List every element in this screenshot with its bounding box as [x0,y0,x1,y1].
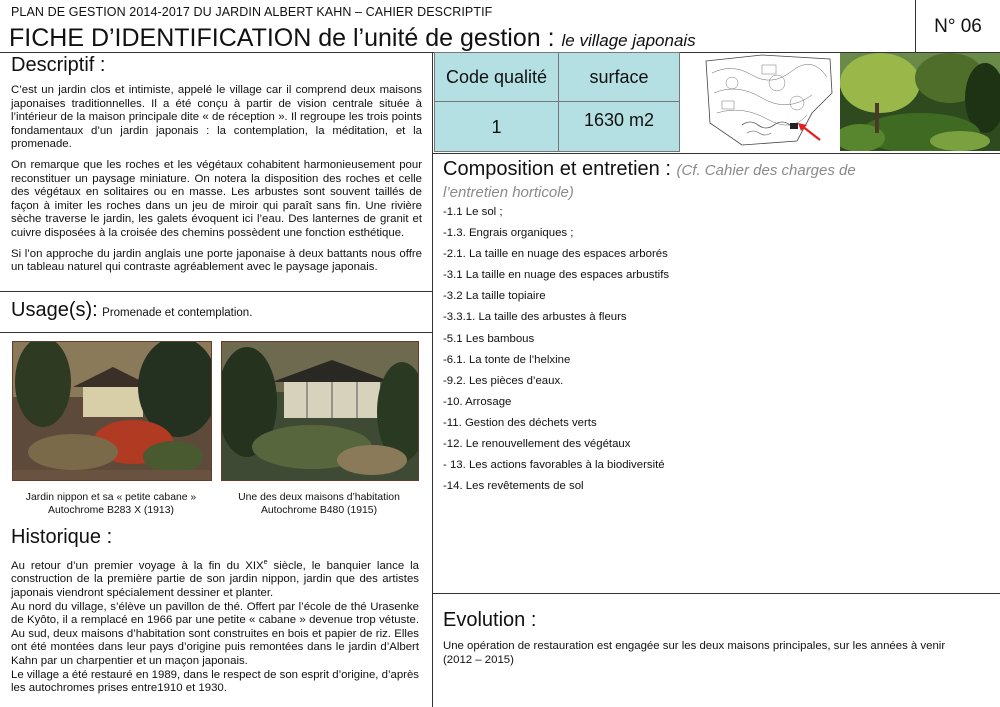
surface-value: 1630 m2 [583,110,655,130]
location-arrow-icon [796,120,822,142]
caption-line: Autochrome B283 X (1913) [48,504,174,516]
code-qualite-header: Code qualité [445,67,548,87]
list-item: -2.1. La taille en nuage des espaces arborés [443,248,668,261]
historique-body [11,556,419,696]
autochrome-photo-maison [221,341,419,481]
list-item: -11. Gestion des déchets verts [443,416,597,429]
sheet-number: N° 06 [915,0,1000,55]
caption-line: Autochrome B480 (1915) [260,504,378,516]
evolution-body: Une opération de restauration est engagée sur les deux maisons principales, sur les années à venir (2012 – 2015) [443,640,946,666]
list-item: -3.1 La taille en nuage des espaces arbustifs [443,269,670,282]
historique-paragraph [11,556,419,601]
historique-title: Historique : [11,526,113,548]
evolution-title: Evolution : [443,609,537,631]
list-item: -3.3.1. La taille des arbustes à fleurs [443,311,627,324]
list-item: -14. Les revêtements de sol [443,480,584,493]
descriptif-divider [0,291,432,292]
descriptif-title: Descriptif : [11,54,106,76]
descriptif-paragraph: On remarque que les roches et les végétaux cohabitent harmonieusement pour reconstituer un paysage miniature. On notera la disposition des roches et celle des végétaux en solitaires ou en masse. Les arbustes sont souvent taillés de façon à imiter les roches dans un jeu de miroir qui paraît sans fin. Une rivière sèche traverse le jardin, les galets évoquent ici l’eau. Des lanternes de granit et cuivre disposées à la croisée des chemins possèdent une fonction esthétique. [11,158,422,239]
page-title [9,24,696,53]
table-divider-h [435,101,679,102]
evolution-divider [432,593,1000,594]
autochrome-photo-cabane [12,341,212,481]
usage-title: Usage(s): [11,299,98,321]
garden-photo [840,53,1000,151]
list-item: -1.1 Le sol ; [443,206,503,218]
usage-row [11,299,252,322]
composition-title [443,158,923,204]
list-item: -12. Le renouvellement des végétaux [443,438,631,451]
top-right-divider [432,153,1000,154]
descriptif-paragraph: Si l’on approche du jardin anglais une porte japonaise à deux battants nous offre un tableau naturel qui contraste agréablement avec le paysage japonais. [11,247,422,274]
historique-sup: e [263,559,268,566]
usage-value: Promenade et contemplation. [102,307,253,319]
photo-caption [214,492,424,517]
surface-header: surface [589,67,649,87]
historique-paragraph: Au nord du village, s’élève un pavillon de thé. Offert par l’école de thé Urasenke de Kyôto, il a remplacé en 1966 par une petite « cabane » devenue trop vétuste. Au sud, deux maisons d’habitation sont construites en bois et papier de riz. Elles ont été montées dans leur pays d’origine puis remontées dans le jardin d’Albert Kahn par un charpentier et un maçon japonais. [11,600,419,667]
historique-paragraph: Le village a été restauré en 1989, dans le respect de son esprit d’origine, d’après les autochromes prises entre1910 et 1930. [11,668,419,695]
composition-heading: Composition et entretien : [443,158,677,180]
title-sub: le village japonais [561,31,696,50]
caption-line: Une des deux maisons d’habitation [238,492,400,503]
historique-text: Au retour d’un premier voyage à la fin du XIX [11,559,264,572]
list-item: -10. Arrosage [443,395,512,408]
descriptif-paragraph: C’est un jardin clos et intimiste, appelé le village car il comprend deux maisons japonaises traditionnelles. Il a été conçu à partir de vision centrale située à l’intérieur de la maison principale dite « de réception ». Il regroupe les trois points fondamentaux d’un jardin japonais : la contemplation, la méditation, et la promenade. [11,84,422,151]
title-main: FICHE D’IDENTIFICATION de l’unité de gestion : [9,24,562,52]
composition-list [443,205,669,500]
list-item: -6.1. La tonte de l’helxine [443,353,571,366]
composition-note: (Cf. Cahier des charges de l’entretien horticole) [443,162,856,201]
column-divider [432,52,433,707]
photo-caption [12,492,210,517]
document-header: PLAN DE GESTION 2014-2017 DU JARDIN ALBERT KAHN – CAHIER DESCRIPTIF [11,5,493,19]
historique-text: siècle, le banquier lance la construction de la première partie de son jardin nippon, jardin que des artistes japonais viendront spécialement dessiner et planter. [11,559,419,599]
code-qualite-value: 1 [491,117,502,137]
usage-divider [0,332,432,333]
descriptif-body [11,84,422,282]
list-item: - 13. Les actions favorables à la biodiversité [443,459,665,472]
list-item: -1.3. Engrais organiques ; [443,227,574,240]
quality-table [434,52,680,152]
caption-line: Jardin nippon et sa « petite cabane » [25,492,197,503]
list-item: -3.2 La taille topiaire [443,290,546,303]
list-item: -9.2. Les pièces d’eaux. [443,374,564,387]
list-item: -5.1 Les bambous [443,332,535,345]
